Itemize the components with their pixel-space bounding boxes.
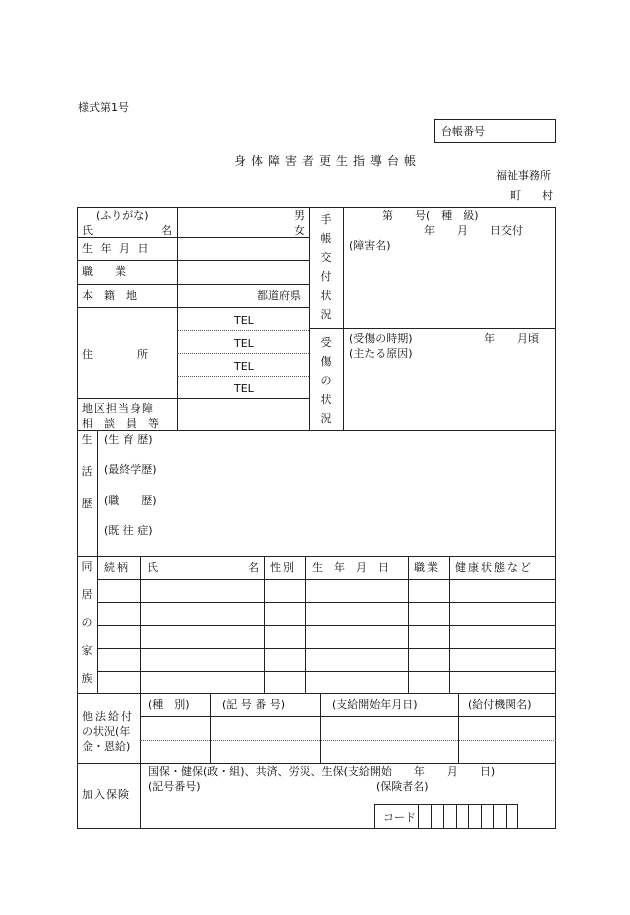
techo-heading-char: 帳 bbox=[320, 232, 332, 245]
col-name-a: 氏 bbox=[147, 561, 158, 574]
office-village: 村 bbox=[542, 189, 553, 202]
family-heading-char: 居 bbox=[81, 588, 93, 601]
form-number: 様式第1号 bbox=[78, 101, 129, 114]
col-health: 健康状態など bbox=[455, 561, 533, 574]
injury-cause-label: (主たる原因) bbox=[349, 347, 413, 360]
life-heading-char: 生 bbox=[81, 433, 93, 446]
techo-heading-char: 手 bbox=[320, 213, 332, 226]
pension-col-start: (支給開始年月日) bbox=[332, 698, 418, 711]
injury-ym-label: 年 月頃 bbox=[484, 332, 539, 345]
injury-time-label: (受傷の時期) bbox=[349, 332, 413, 345]
pension-col-type: (種 別) bbox=[148, 698, 190, 711]
life-heading-char: 歴 bbox=[81, 497, 93, 510]
injury-heading-char: の bbox=[320, 374, 332, 387]
col-job: 職業 bbox=[414, 561, 440, 574]
col-relation: 続柄 bbox=[104, 561, 130, 574]
tel-label-4: TEL bbox=[234, 382, 254, 395]
counselor-label-1: 地区担当身障 bbox=[82, 402, 154, 415]
pension-heading-1: 他法給付 bbox=[82, 710, 134, 723]
insurance-insurer-label: (保険者名) bbox=[376, 780, 429, 793]
life-item-upbringing: (生 育 歴) bbox=[104, 433, 153, 446]
techo-heading-char: 付 bbox=[320, 270, 332, 283]
injury-heading-char: 状 bbox=[320, 393, 332, 406]
code-cell-divider bbox=[493, 804, 494, 829]
code-cell-divider bbox=[468, 804, 469, 829]
name-label-b: 名 bbox=[161, 224, 172, 237]
col-sex: 性別 bbox=[270, 561, 296, 574]
honseki-label: 本 籍 地 bbox=[82, 289, 137, 302]
code-cell-divider bbox=[456, 804, 457, 829]
insurance-heading: 加入保険 bbox=[82, 788, 130, 801]
tel-label-1: TEL bbox=[234, 314, 254, 327]
pension-col-agency: (給付機関名) bbox=[468, 698, 532, 711]
code-box[interactable] bbox=[374, 804, 518, 829]
page-title: 身体障害者更生指導台帳 bbox=[234, 154, 422, 168]
tel-label-2: TEL bbox=[234, 337, 254, 350]
register-number-box[interactable] bbox=[434, 119, 556, 143]
life-heading-char: 活 bbox=[81, 465, 93, 478]
code-label: コード bbox=[383, 811, 416, 824]
register-number-label: 台帳番号 bbox=[441, 125, 485, 138]
office-town: 町 bbox=[510, 189, 521, 202]
name-label-a: 氏 bbox=[82, 224, 93, 237]
office-label: 福祉事務所 bbox=[496, 169, 551, 182]
techo-number-line: 第 号( 種 級) bbox=[382, 209, 479, 222]
code-cell-divider bbox=[506, 804, 507, 829]
job-label: 職 業 bbox=[82, 265, 126, 278]
injury-heading-char: 傷 bbox=[320, 355, 332, 368]
life-item-education: (最終学歴) bbox=[104, 463, 157, 476]
family-heading-char: 家 bbox=[81, 644, 93, 657]
techo-date-line: 年 月 日交付 bbox=[424, 224, 523, 237]
insurance-symbol-label: (記号番号) bbox=[148, 780, 201, 793]
tel-label-3: TEL bbox=[234, 360, 254, 373]
furigana-label: (ふりがな) bbox=[96, 209, 149, 222]
life-item-medical-history: (既 往 症) bbox=[104, 524, 153, 537]
code-cell-divider bbox=[443, 804, 444, 829]
prefecture-label: 都道府県 bbox=[257, 289, 301, 302]
col-name-b: 名 bbox=[248, 561, 259, 574]
sex-male[interactable]: 男 bbox=[294, 209, 305, 222]
techo-heading-char: 交 bbox=[320, 251, 332, 264]
injury-heading-char: 受 bbox=[320, 336, 332, 349]
family-heading-char: 族 bbox=[81, 672, 93, 685]
family-heading-char: の bbox=[81, 616, 93, 629]
techo-heading-char: 況 bbox=[320, 308, 332, 321]
address-label: 住 所 bbox=[82, 348, 148, 361]
pension-heading-2: の状況(年 bbox=[82, 725, 131, 738]
counselor-label-2: 相 談 員 等 bbox=[82, 417, 159, 430]
insurance-types: 国保・健保(政・組)、共済、労災、生保(支給開始 年 月 日) bbox=[148, 765, 496, 778]
injury-heading-char: 況 bbox=[320, 412, 332, 425]
code-cell-divider bbox=[431, 804, 432, 829]
techo-heading-char: 状 bbox=[320, 289, 332, 302]
code-cell-divider bbox=[418, 804, 419, 829]
col-birthdate: 生 年 月 日 bbox=[312, 561, 389, 574]
life-item-career: (職 歴) bbox=[104, 494, 157, 507]
sex-female[interactable]: 女 bbox=[294, 224, 305, 237]
birthdate-label: 生 年 月 日 bbox=[82, 242, 151, 255]
pension-col-number: (記 号 番 号) bbox=[222, 698, 286, 711]
family-heading-char: 同 bbox=[81, 560, 93, 573]
code-cell-divider bbox=[481, 804, 482, 829]
disability-name-label: (障害名) bbox=[349, 239, 391, 252]
pension-heading-3: 金・恩給) bbox=[82, 740, 131, 753]
